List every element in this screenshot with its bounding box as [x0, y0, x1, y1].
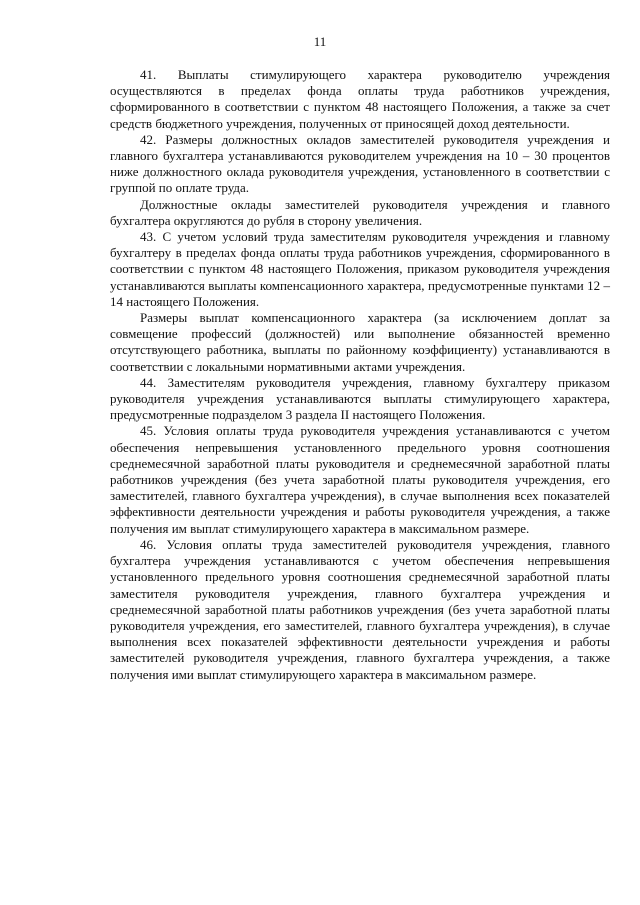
paragraph-44: 44. Заместителям руководителя учреждения, главному бухгалтеру приказом руководителя учреждения устанавливаются выплаты стимулирующего характера, предусмотренные подразделом 3 раздела II настоящего Положения. — [110, 374, 610, 423]
paragraph-42: 42. Размеры должностных окладов заместителей руководителя учреждения и главного бухгалтера устанавливаются руководителем учреждения на 10 – 30 процентов ниже должностного оклада руководителя учреждения, установленного в соответствии с группой по оплате труда. — [110, 131, 610, 196]
paragraph-43: 43. С учетом условий труда заместителям руководителя учреждения и главному бухгалтеру в пределах фонда оплаты труда работников учреждения, сформированного в соответствии с пунктом 48 настоящего Положения, приказом руководителя учреждения устанавливаются выплаты компенсационного характера, предусмотренные пунктами 12 – 14 настоящего Положения. — [110, 229, 610, 309]
document-body — [110, 67, 610, 683]
paragraph-45: 45. Условия оплаты труда руководителя учреждения устанавливаются с учетом обеспечения непревышения установленного предельного уровня соотношения среднемесячной заработной платы руководителя и среднемесячной заработной платы работников учреждения (без учета заработной платы руководителя учреждения, его заместителей, главного бухгалтера учреждения), в случае выполнения всех показателей эффективности деятельности учреждения и работы руководителя учреждения, а также получения им выплат стимулирующего характера в максимальном размере. — [110, 423, 610, 536]
paragraph-46: 46. Условия оплаты труда заместителей руководителя учреждения, главного бухгалтера учреждения устанавливаются с учетом обеспечения непревышения установленного предельного уровня соотношения среднемесячной заработной платы заместителя руководителя учреждения, главного бухгалтера учреждения и среднемесячной заработной платы работников учреждения (без учета заработной платы руководителя учреждения, его заместителей, главного бухгалтера учреждения), в случае выполнения всех показателей эффективности деятельности учреждения и работы заместителей руководителя учреждения, главного бухгалтера учреждения, а также получения ими выплат стимулирующего характера в максимальном размере. — [110, 536, 610, 682]
paragraph-41: 41. Выплаты стимулирующего характера руководителю учреждения осуществляются в пределах фонда оплаты труда работников учреждения, сформированного в соответствии с пунктом 48 настоящего Положения, а также за счет средств бюджетного учреждения, полученных от приносящей доход деятельности. — [110, 67, 610, 131]
page-number: 11 — [313, 34, 327, 49]
paragraph-42-continuation: Должностные оклады заместителей руководителя учреждения и главного бухгалтера округляются до рубля в сторону увеличения. — [110, 196, 610, 228]
paragraph-43-continuation: Размеры выплат компенсационного характера (за исключением доплат за совмещение профессий (должностей) или выполнение обязанностей временно отсутствующего работника, выплаты по районному коэффициенту) устанавливаются в соответствии с локальными нормативными актами учреждения. — [110, 310, 610, 374]
